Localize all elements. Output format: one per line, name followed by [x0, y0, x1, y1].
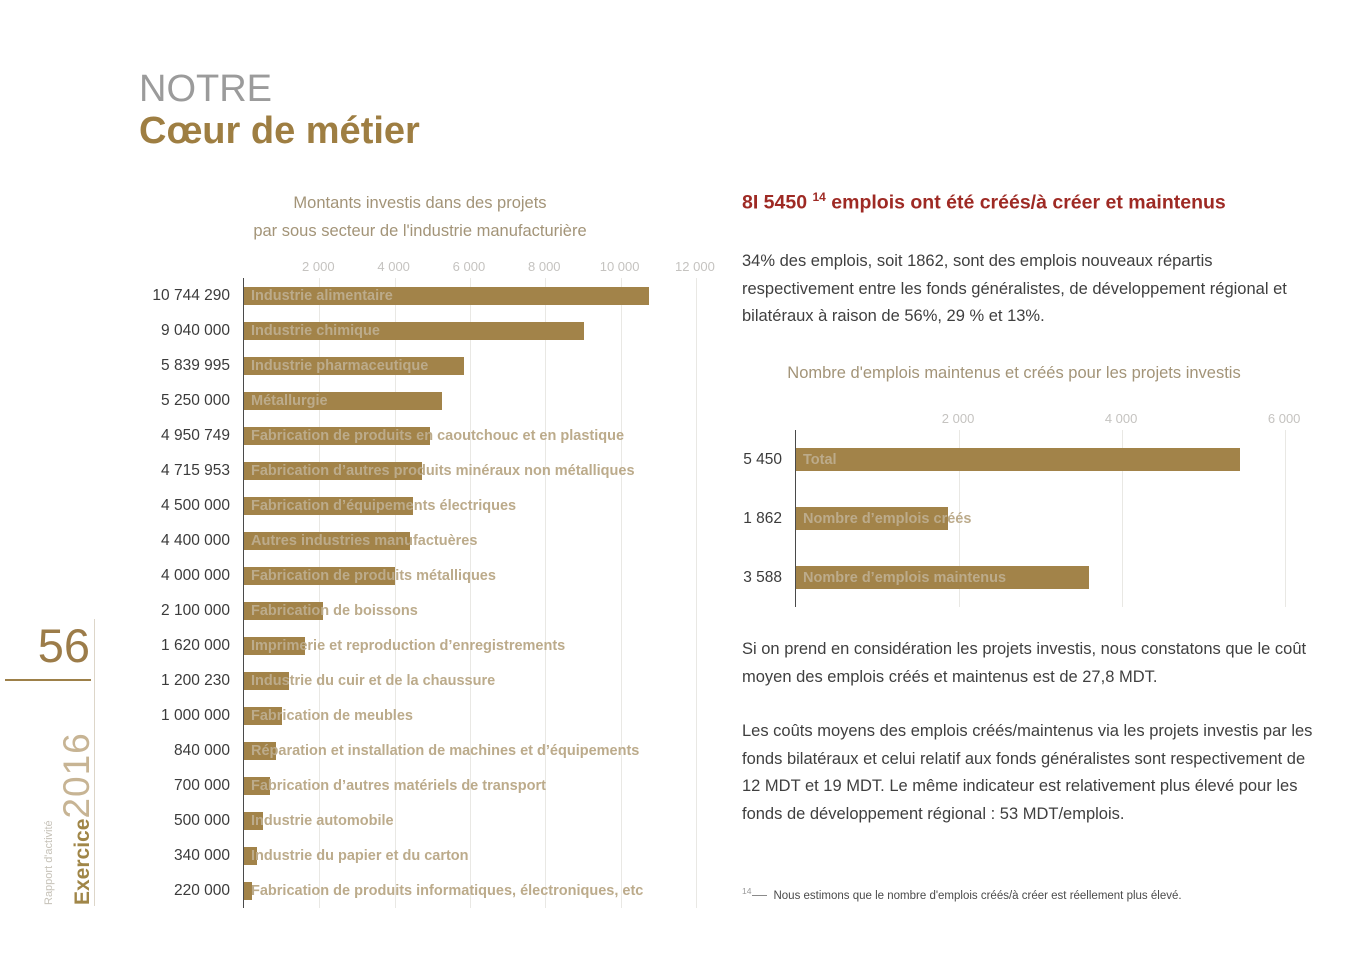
bar-value-label: 4 400 000	[161, 531, 230, 549]
footnote-text: Nous estimons que le nombre d'emplois créés/à créer est réellement plus élevé.	[773, 889, 1182, 902]
bar-value-label: 2 100 000	[161, 601, 230, 619]
bar-value-label: 340 000	[173, 846, 230, 864]
jobs-heading-footnote-ref: 14	[812, 190, 826, 204]
bar-category-label: Industrie chimique	[251, 322, 380, 339]
page-title	[139, 68, 420, 152]
bar-value-label: 700 000	[173, 776, 230, 794]
jobs-heading-number: 8I 5450	[742, 191, 808, 214]
bar-category-label: Fabrication de produits informatiques, électroniques, etc	[251, 882, 644, 899]
bar-value-label: 500 000	[173, 811, 230, 829]
axis-tick-label: 4 000	[1104, 411, 1138, 426]
chart-row	[161, 383, 711, 418]
bar-category-label: Total	[803, 451, 837, 468]
chart-row	[161, 523, 711, 558]
axis-tick-label: 2 000	[302, 259, 335, 274]
chart-row	[161, 698, 711, 733]
bar-category-label: Fabrication d’équipements électriques	[251, 497, 517, 514]
bar-value-label: 220 000	[173, 881, 230, 899]
axis-ticks	[243, 252, 715, 278]
chart-row	[161, 558, 711, 593]
bar-category-label: Industrie du cuir et de la chaussure	[251, 672, 496, 689]
bar-value-label: 3 588	[743, 568, 782, 586]
chart-row	[173, 768, 711, 803]
bar-category-label: Industrie pharmaceutique	[251, 357, 429, 374]
sidebar-exercise-year	[56, 695, 98, 905]
footnote-marker: 14	[742, 886, 752, 896]
bar-value-label: 4 500 000	[161, 496, 230, 514]
chart-row	[173, 873, 711, 908]
sidebar-report-title: Rapport d'activité	[43, 820, 55, 905]
investment-chart-title	[150, 189, 690, 245]
bar-value-label: 1 000 000	[161, 706, 230, 724]
bar-value-label: 10 744 290	[152, 286, 230, 304]
bar-category-label: Nombre d’emplois maintenus	[803, 569, 1007, 586]
chart-row	[173, 803, 711, 838]
bar-category-label: Fabrication de produits métalliques	[251, 567, 496, 584]
chart-row	[152, 278, 711, 313]
chart-row	[161, 628, 711, 663]
chart-row	[161, 663, 711, 698]
chart-row	[743, 430, 1299, 489]
bar-category-label: Fabrication de produits en caoutchouc et en plastique	[251, 427, 625, 444]
chart-row	[161, 593, 711, 628]
axis-tick-label: 12 000	[675, 259, 715, 274]
bar-value-label: 1 620 000	[161, 636, 230, 654]
bar-value-label: 4 000 000	[161, 566, 230, 584]
sidebar-year: 2016	[56, 732, 97, 819]
chart-rows	[743, 430, 1299, 607]
sidebar-exercise-word: Exercice	[71, 818, 94, 905]
bar-value-label: 5 839 995	[161, 356, 230, 374]
jobs-chart	[730, 406, 1299, 607]
bar-value-label: 4 950 749	[161, 426, 230, 444]
bar-category-label: Industrie alimentaire	[251, 287, 393, 304]
bar-value-label: 9 040 000	[161, 321, 230, 339]
axis-tick-label: 6 000	[1267, 411, 1301, 426]
bar-value-label: 1 200 230	[161, 671, 230, 689]
bar-category-label: Métallurgie	[251, 392, 328, 409]
chart-row	[161, 453, 711, 488]
paragraph-jobs-split: 34% des emplois, soit 1862, sont des emplois nouveaux répartis respectivement entre les fonds généralistes, de développement régional et bilatéraux à raison de 56%, 29 % et 13%.	[742, 252, 1287, 325]
bar-value-label: 840 000	[173, 741, 230, 759]
chart-row	[161, 348, 711, 383]
footnote-dash	[752, 895, 767, 896]
axis-tick-label: 10 000	[599, 259, 640, 274]
chart-rows	[152, 278, 711, 908]
axis-tick-label: 6 000	[452, 259, 486, 274]
jobs-heading-text: emplois ont été créés/à créer et maintenus	[831, 191, 1226, 214]
bar-category-label: Réparation et installation de machines et d’équipements	[251, 742, 640, 759]
axis-ticks	[795, 406, 1301, 430]
page-number-rule	[5, 679, 91, 681]
page-title-line1: NOTRE	[139, 68, 272, 110]
axis-tick-label: 4 000	[377, 259, 410, 274]
bar-category-label: Imprimerie et reproduction d’enregistrements	[251, 637, 566, 654]
chart-row	[743, 489, 1299, 548]
bar-category-label: Industrie automobile	[251, 812, 394, 829]
sidebar-report-label	[43, 695, 98, 905]
bar-category-label: Fabrication de boissons	[251, 602, 418, 619]
bar-value-label: 1 862	[743, 509, 782, 527]
investment-chart-title-line1: Montants investis dans des projets	[293, 194, 547, 212]
axis-tick-label: 8 000	[528, 259, 561, 274]
chart-row	[173, 838, 711, 873]
investment-chart-title-line2: par sous secteur de l'industrie manufacturière	[253, 222, 587, 240]
bar-category-label: Fabrication d’autres produits minéraux non métalliques	[251, 462, 635, 479]
bar-category-label: Autres industries manufactuères	[251, 532, 478, 549]
paragraph-average-cost: Si on prend en considération les projets investis, nous constatons que le coût moyen des emplois créés et maintenus est de 27,8 MDT.	[742, 640, 1307, 686]
bar-category-label: Fabrication de meubles	[251, 707, 413, 724]
chart-row	[161, 313, 711, 348]
footnote	[742, 886, 1182, 902]
page-title-line2: Cœur de métier	[139, 110, 420, 152]
bar-category-label: Fabrication d’autres matériels de transport	[251, 777, 546, 794]
investment-chart	[139, 252, 715, 908]
bar-value-label: 4 715 953	[161, 461, 230, 479]
chart-row	[161, 418, 711, 453]
jobs-heading	[742, 190, 1317, 215]
chart-row	[743, 548, 1299, 607]
bar-category-label: Nombre d’emplois créés	[803, 510, 972, 527]
bar	[796, 448, 1240, 471]
paragraph-cost-by-fund: Les coûts moyens des emplois créés/maintenus via les projets investis par les fonds bilatéraux et celui relatif aux fonds généralistes sont respectivement de 12 MDT et 19 MDT. Le même indicateur est relativement plus élevé pour les fonds de développement régional : 53 MDT/emplois.	[742, 722, 1313, 823]
bar-value-label: 5 250 000	[161, 391, 230, 409]
bar-value-label: 5 450	[743, 450, 782, 468]
chart-row	[161, 488, 711, 523]
jobs-chart-title: Nombre d'emplois maintenus et créés pour les projets investis	[787, 364, 1241, 382]
chart-row	[173, 733, 711, 768]
bar-category-label: Industrie du papier et du carton	[251, 847, 469, 864]
axis-tick-label: 2 000	[941, 411, 975, 426]
page-number: 56	[37, 619, 90, 672]
